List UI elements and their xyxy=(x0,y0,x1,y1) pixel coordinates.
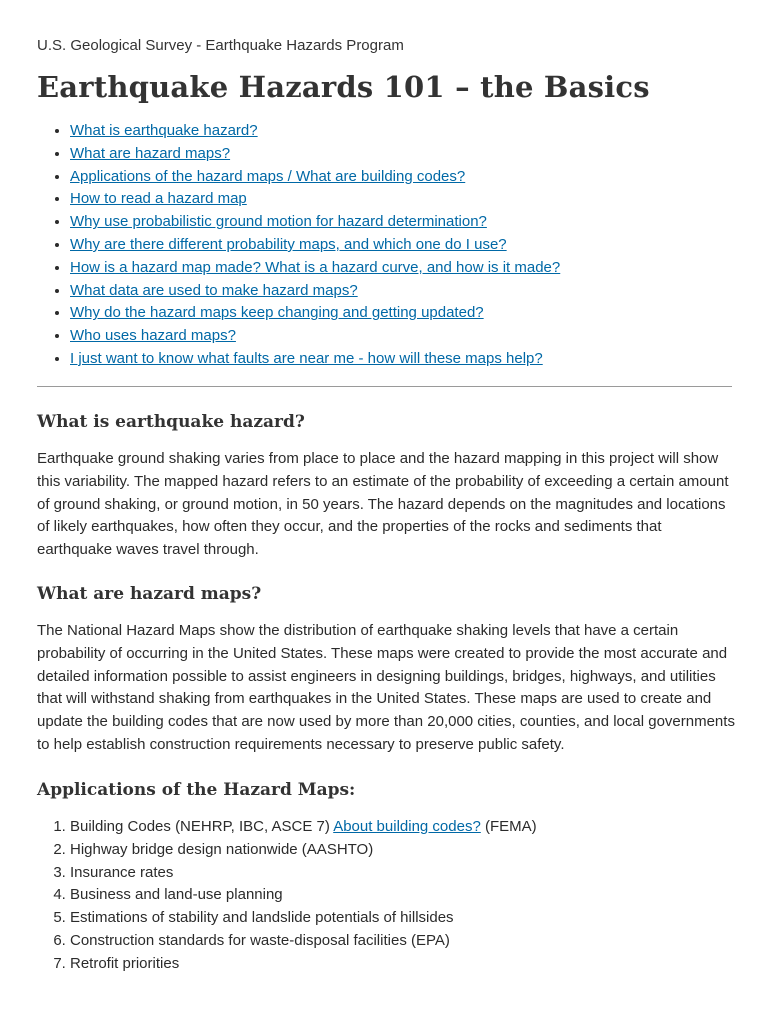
section-heading-what-are-maps: What are hazard maps? xyxy=(37,584,262,604)
section-heading-applications: Applications of the Hazard Maps: xyxy=(37,780,356,800)
toc-link-read-map[interactable]: How to read a hazard map xyxy=(70,190,247,208)
table-of-contents xyxy=(37,120,732,371)
toc-link-data-used[interactable]: What data are used to make hazard maps? xyxy=(70,281,358,299)
list-item: 5. Estimations of stability and landslide potentials of hillsides xyxy=(70,907,732,930)
list-item: 3. Insurance rates xyxy=(70,862,732,885)
toc-item xyxy=(70,120,732,143)
toc-link-updated[interactable]: Why do the hazard maps keep changing and getting updated? xyxy=(70,304,484,322)
toc-item xyxy=(70,143,732,166)
list-item: 2. Highway bridge design nationwide (AASHTO) xyxy=(70,839,732,862)
section-body-what-is-hazard: Earthquake ground shaking varies from place to place and the hazard mapping in this project will show this variability. The mapped hazard refers to an estimate of the probability of exceeding a certain amount of ground shaking, or ground motion, in 50 years. The hazard depends on the magnitudes and locations of likely earthquakes, how often they occur, and the properties of the rocks and sediments that earthquake waves travel through. xyxy=(37,450,729,559)
toc-item xyxy=(70,188,732,211)
divider xyxy=(37,386,732,387)
toc-item xyxy=(70,234,732,257)
applications-list xyxy=(37,816,732,976)
list-item: 6. Construction standards for waste-disposal facilities (EPA) xyxy=(70,930,732,953)
list-item xyxy=(70,816,732,839)
toc-link-what-are-maps[interactable]: What are hazard maps? xyxy=(70,144,231,162)
org-line: U.S. Geological Survey - Earthquake Hazards Program xyxy=(37,37,404,54)
toc-item xyxy=(70,166,732,189)
toc-item xyxy=(70,348,732,371)
building-codes-text: Building Codes (NEHRP, IBC, ASCE 7) xyxy=(70,818,330,835)
toc-link-what-is-hazard[interactable]: What is earthquake hazard? xyxy=(70,122,258,139)
about-building-codes-link[interactable]: About building codes? xyxy=(333,818,481,835)
section-body-what-are-maps: The National Hazard Maps show the distribution of earthquake shaking levels that have a certain probability of occurring in the United States. These maps were created to provide the most accurate and detailed information possible to assist engineers in designing buildings, bridges, highways, and utilities that will withstand shaking from earthquakes in the United States. These maps are used to create and update the building codes that are now used by more than 20,000 cities, counties, and local governments to help establish construction requirements necessary to preserve public safety. xyxy=(37,622,735,753)
section-heading-what-is-hazard: What is earthquake hazard? xyxy=(37,412,305,432)
toc-item xyxy=(70,325,732,348)
toc-item xyxy=(70,211,732,234)
toc-link-who-uses[interactable]: Who uses hazard maps? xyxy=(70,327,236,345)
toc-link-applications[interactable]: Applications of the hazard maps / What are building codes? xyxy=(70,167,466,185)
list-item: 7. Retrofit priorities xyxy=(70,953,732,976)
toc-item xyxy=(70,257,732,280)
toc-link-map-made[interactable]: How is a hazard map made? What is a hazard curve, and how is it made? xyxy=(70,258,561,276)
toc-link-probabilistic[interactable]: Why use probabilistic ground motion for hazard determination? xyxy=(70,213,487,231)
toc-item xyxy=(70,280,732,303)
toc-link-faults-near-me[interactable]: I just want to know what faults are near me - how will these maps help? xyxy=(70,349,543,367)
fema-text: (FEMA) xyxy=(484,818,537,835)
toc-item xyxy=(70,302,732,325)
page-title: Earthquake Hazards 101 – the Basics xyxy=(37,70,650,104)
toc-link-different-maps[interactable]: Why are there different probability maps, and which one do I use? xyxy=(70,235,507,253)
list-item: 4. Business and land-use planning xyxy=(70,884,732,907)
